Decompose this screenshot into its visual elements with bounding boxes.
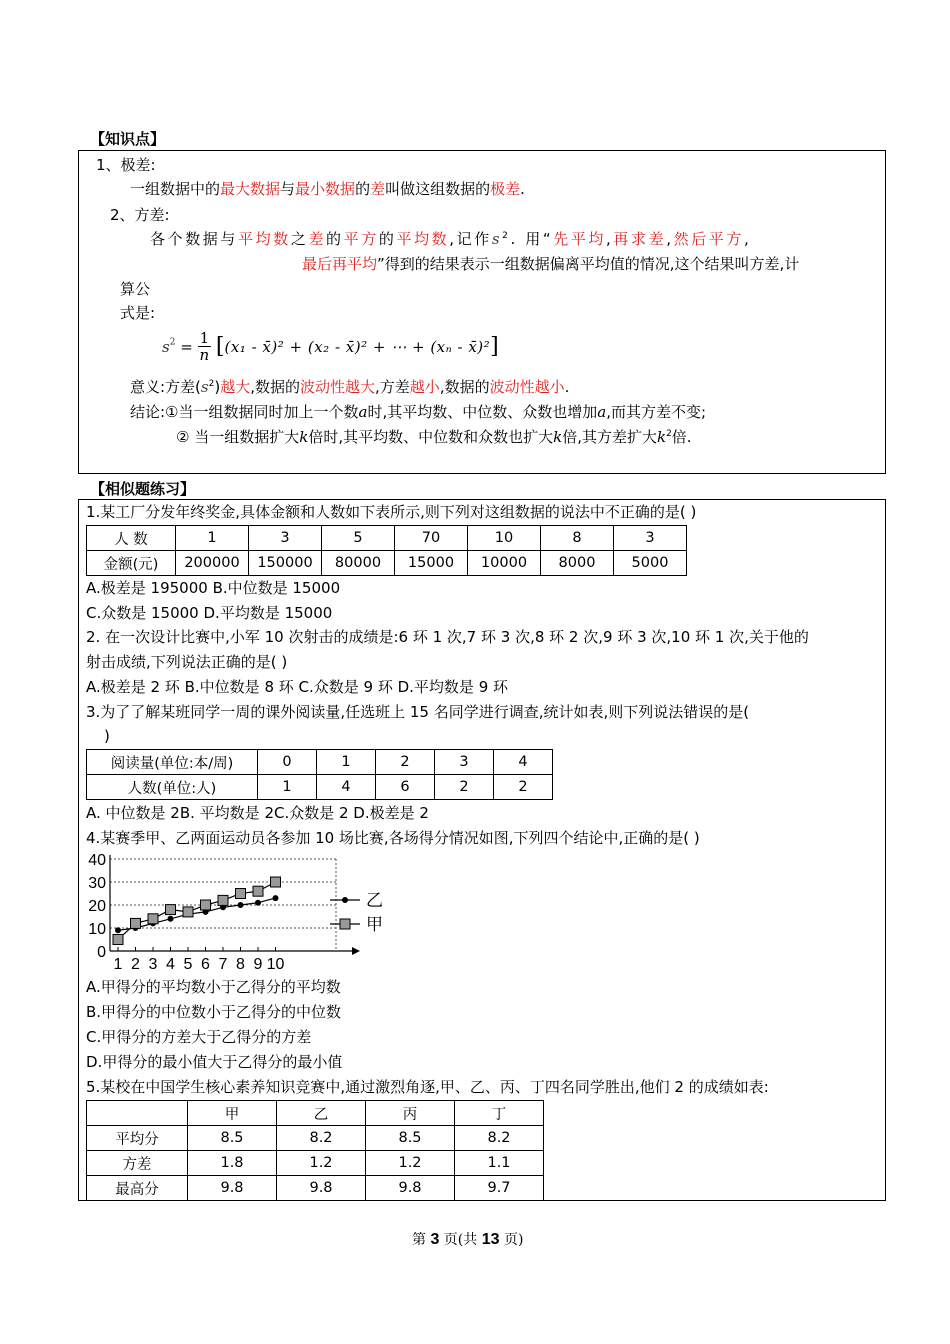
table-cell xyxy=(87,1101,188,1126)
x-tick-label: 10 xyxy=(266,956,285,972)
table-cell: 2 xyxy=(376,750,435,775)
k2-line3: 算公 xyxy=(120,280,151,298)
table-cell: 9.8 xyxy=(277,1176,366,1201)
table-cell: 8000 xyxy=(541,551,614,576)
conclusion-line2: ② 当一组数据扩大k倍时,其平均数、中位数和众数也扩大k倍,其方差扩大$k^2$倍. xyxy=(176,428,692,446)
table-row xyxy=(87,775,553,800)
table-cell: 0 xyxy=(258,750,317,775)
meaning-line: 意义:方差$(s^2)$越大,数据的波动性越大,方差越小,数据的波动性越小. xyxy=(130,378,570,396)
table-row xyxy=(87,526,687,551)
table-cell: 9.8 xyxy=(188,1176,277,1201)
x-axis-arrow xyxy=(352,947,360,955)
table-cell: 200000 xyxy=(176,551,249,576)
data-point xyxy=(271,877,281,887)
table-cell: 方差 xyxy=(87,1151,188,1176)
table-cell: 4 xyxy=(494,750,553,775)
table-cell: 平均分 xyxy=(87,1126,188,1151)
q4-option-d: D.甲得分的最小值大于乙得分的最小值 xyxy=(86,1053,343,1071)
table-cell: 1.8 xyxy=(188,1151,277,1176)
data-point xyxy=(273,895,279,901)
y-tick-label: 20 xyxy=(88,898,106,915)
q2-stem-line1: 2. 在一次设计比赛中,小军 10 次射击的成绩是:6 环 1 次,7 环 3 次,8 环 2 次,9 环 3 次,10 环 1 次,关于他的 xyxy=(86,628,809,646)
x-tick-label: 1 xyxy=(113,956,123,972)
variance-formula: $s^2$ = $\frac{1}{n}$ [(x₁ - x̄)² + (x₂ - x̄)² + ⋯ + (xₙ - x̄)²] xyxy=(162,329,499,364)
table-row xyxy=(87,750,553,775)
table-cell: 8 xyxy=(541,526,614,551)
table-cell: 最高分 xyxy=(87,1176,188,1201)
q4-option-b: B.甲得分的中位数小于乙得分的中位数 xyxy=(86,1003,342,1021)
k2-definition-line2: 最后再平均”得到的结果表示一组数据偏离平均值的情况,这个结果叫方差,计 xyxy=(302,255,800,273)
legend-label: 乙 xyxy=(366,891,383,911)
data-point xyxy=(113,935,123,945)
data-point xyxy=(255,900,261,906)
table-row xyxy=(87,1176,544,1201)
table-cell: 1 xyxy=(317,750,376,775)
k2-line4: 式是: xyxy=(120,304,156,322)
data-point xyxy=(168,916,174,922)
q1-options-ab: A.极差是 195000 B.中位数是 15000 xyxy=(86,579,341,597)
table-cell: 5 xyxy=(322,526,395,551)
table-cell: 80000 xyxy=(322,551,395,576)
data-point xyxy=(236,889,246,899)
q4-option-a: A.甲得分的平均数小于乙得分的平均数 xyxy=(86,978,341,996)
table-cell: 9.8 xyxy=(366,1176,455,1201)
practice-heading: 【相似题练习】 xyxy=(90,480,196,498)
table-cell: 甲 xyxy=(188,1101,277,1126)
q1-stem: 1.某工厂分发年终奖金,具体金额和人数如下表所示,则下列对这组数据的说法中不正确的是( ) xyxy=(86,503,697,521)
page-footer: 第 3 页(共 13 页) xyxy=(412,1231,524,1248)
table-cell: 人数(单位:人) xyxy=(87,775,258,800)
table-cell: 6 xyxy=(376,775,435,800)
table-cell: 8.5 xyxy=(366,1126,455,1151)
table-cell: 3 xyxy=(614,526,687,551)
table-cell: 2 xyxy=(494,775,553,800)
data-point xyxy=(166,905,176,915)
q3-table xyxy=(86,749,553,800)
table-cell: 3 xyxy=(249,526,322,551)
y-tick-label: 10 xyxy=(88,921,106,938)
table-cell: 4 xyxy=(317,775,376,800)
y-tick-label: 40 xyxy=(88,852,106,869)
data-point xyxy=(183,907,193,917)
table-cell: 1.2 xyxy=(277,1151,366,1176)
legend-label: 甲 xyxy=(366,915,383,935)
q5-stem: 5.某校在中国学生核心素养知识竞赛中,通过激烈角逐,甲、乙、丙、丁四名同学胜出,他们 2 的成绩如表: xyxy=(86,1078,769,1096)
x-tick-label: 8 xyxy=(236,956,245,972)
table-cell: 2 xyxy=(435,775,494,800)
q4-option-c: C.甲得分的方差大于乙得分的方差 xyxy=(86,1028,312,1046)
conclusion-line1: 结论:①当一组数据同时加上一个数a时,其平均数、中位数、众数也增加a,而其方差不变; xyxy=(130,403,707,421)
table-cell: 1 xyxy=(176,526,249,551)
table-cell: 70 xyxy=(395,526,468,551)
table-cell: 金额(元) xyxy=(87,551,176,576)
q4-stem: 4.某赛季甲、乙两面运动员各参加 10 场比赛,各场得分情况如图,下列四个结论中,正确的是( ) xyxy=(86,829,700,847)
table-cell: 丙 xyxy=(366,1101,455,1126)
k1-definition: 一组数据中的最大数据与最小数据的差叫做这组数据的极差. xyxy=(130,180,525,198)
table-cell: 9.7 xyxy=(455,1176,544,1201)
x-tick-label: 6 xyxy=(201,956,210,972)
series-line-甲 xyxy=(118,882,276,940)
k1-title: 1、极差: xyxy=(96,156,156,174)
table-row xyxy=(87,1101,544,1126)
table-cell: 1 xyxy=(258,775,317,800)
table-cell: 人 数 xyxy=(87,526,176,551)
table-cell: 8.2 xyxy=(455,1126,544,1151)
table-cell: 乙 xyxy=(277,1101,366,1126)
k2-definition-line1: 各个数据与平均数之差的平方的平均数,记作$s^2$. 用“先平均,再求差,然后平方, xyxy=(150,230,752,248)
x-tick-label: 3 xyxy=(148,956,158,972)
x-tick-label: 2 xyxy=(131,956,140,972)
x-tick-label: 4 xyxy=(166,956,175,972)
table-cell: 8.5 xyxy=(188,1126,277,1151)
y-tick-label: 30 xyxy=(88,875,106,892)
table-cell: 1.1 xyxy=(455,1151,544,1176)
k2-title: 2、方差: xyxy=(110,206,170,224)
data-point xyxy=(253,886,263,896)
series-line-乙 xyxy=(118,898,276,930)
table-cell: 10000 xyxy=(468,551,541,576)
table-cell: 1.2 xyxy=(366,1151,455,1176)
legend-marker xyxy=(340,919,350,929)
q4-score-chart xyxy=(80,848,400,972)
table-cell: 10 xyxy=(468,526,541,551)
y-tick-label: 0 xyxy=(97,944,106,961)
data-point xyxy=(131,918,141,928)
table-cell: 5000 xyxy=(614,551,687,576)
x-tick-label: 9 xyxy=(253,956,263,972)
table-cell: 8.2 xyxy=(277,1126,366,1151)
table-cell: 150000 xyxy=(249,551,322,576)
table-row xyxy=(87,1151,544,1176)
x-tick-label: 5 xyxy=(183,956,193,972)
q3-stem-line2: ) xyxy=(104,727,110,745)
q2-stem-line2: 射击成绩,下列说法正确的是( ) xyxy=(86,653,288,671)
table-cell: 3 xyxy=(435,750,494,775)
data-point xyxy=(148,914,158,924)
knowledge-heading: 【知识点】 xyxy=(90,130,166,148)
q3-stem-line1: 3.为了了解某班同学一周的课外阅读量,任选班上 15 名同学进行调查,统计如表,则下列说法错误的是( xyxy=(86,703,750,721)
table-row xyxy=(87,551,687,576)
data-point xyxy=(238,902,244,908)
table-cell: 阅读量(单位:本/周) xyxy=(87,750,258,775)
q2-options: A.极差是 2 环 B.中位数是 8 环 C.众数是 9 环 D.平均数是 9 环 xyxy=(86,678,509,696)
table-row xyxy=(87,1126,544,1151)
table-cell: 丁 xyxy=(455,1101,544,1126)
q3-options: A. 中位数是 2B. 平均数是 2C.众数是 2 D.极差是 2 xyxy=(86,804,429,822)
x-tick-label: 7 xyxy=(218,956,228,972)
data-point xyxy=(201,900,211,910)
q1-options-cd: C.众数是 15000 D.平均数是 15000 xyxy=(86,604,333,622)
table-cell: 15000 xyxy=(395,551,468,576)
q5-table xyxy=(86,1100,544,1201)
q1-table xyxy=(86,525,687,576)
data-point xyxy=(218,895,228,905)
legend-marker xyxy=(342,897,348,903)
data-point xyxy=(115,927,121,933)
